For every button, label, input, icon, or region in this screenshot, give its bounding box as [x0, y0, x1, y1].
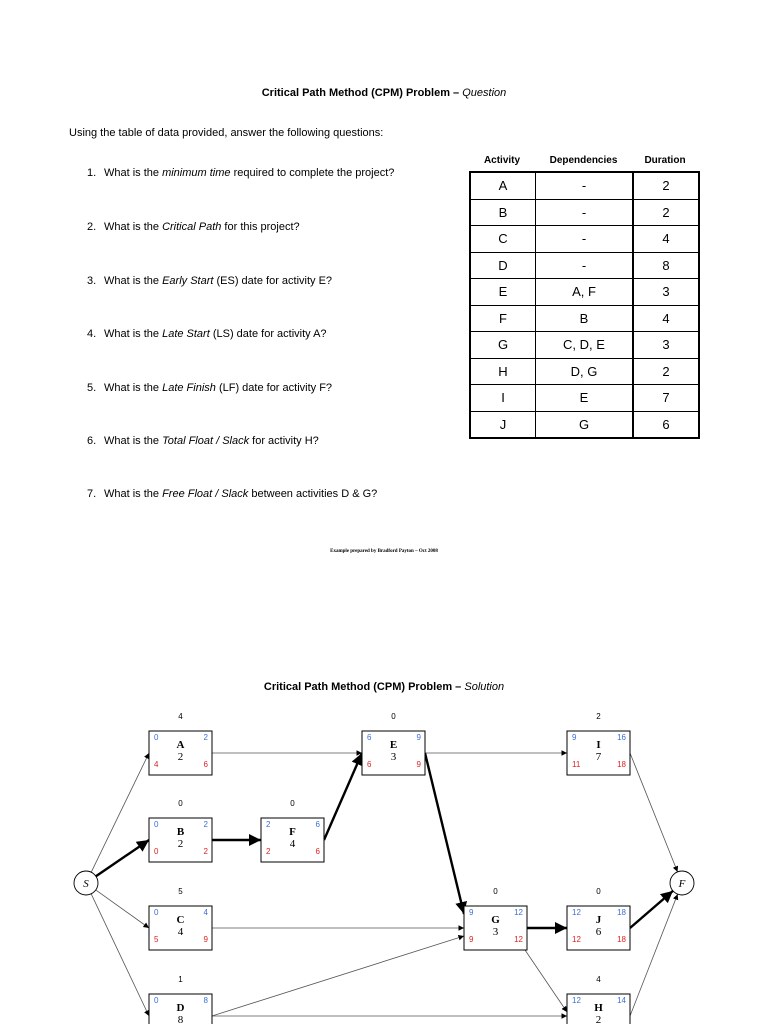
late-finish: 2 [203, 847, 208, 856]
table-row [470, 279, 699, 306]
edge-s-a [91, 753, 149, 872]
activity-id: B [176, 826, 185, 838]
question-text: (LF) date for activity F? [215, 382, 333, 394]
float-label: 0 [391, 712, 396, 721]
activity-duration: 4 [177, 926, 184, 938]
dependencies-cell: - [536, 199, 634, 226]
float-label: 0 [493, 887, 498, 896]
early-finish: 18 [617, 908, 626, 917]
activity-id: J [595, 914, 602, 926]
activity-node-a [149, 712, 212, 775]
solution-title-dash: – [452, 681, 465, 693]
question-item [87, 221, 300, 233]
late-start: 4 [154, 760, 159, 769]
activity-cell: J [470, 411, 536, 438]
table-header-activity: Activity [483, 155, 521, 166]
activity-id: E [389, 739, 398, 751]
question-item [87, 488, 377, 500]
edge-e-g [425, 753, 464, 914]
activity-duration: 2 [177, 838, 184, 850]
edge-d-g [212, 936, 464, 1016]
early-finish: 2 [203, 733, 208, 742]
activity-id: D [176, 1002, 185, 1014]
late-start: 12 [572, 935, 581, 944]
solution-title [0, 681, 768, 693]
early-start: 2 [266, 820, 271, 829]
activity-node-j [567, 887, 630, 950]
table-row [470, 332, 699, 359]
table-header-dependencies: Dependencies [549, 155, 618, 166]
edge-i-f [630, 753, 678, 872]
activity-cell: G [470, 332, 536, 359]
activity-duration: 3 [492, 926, 499, 938]
early-start: 12 [572, 908, 581, 917]
activity-cell: H [470, 358, 536, 385]
activity-cell: B [470, 199, 536, 226]
question-text: What is the [104, 167, 163, 179]
question-number: 2. [87, 221, 97, 233]
early-finish: 14 [617, 996, 626, 1005]
finish-node-label: F [678, 878, 686, 890]
duration-cell: 7 [633, 385, 699, 412]
late-finish: 9 [416, 760, 421, 769]
start-node-label: S [83, 878, 89, 890]
activity-id: G [491, 914, 500, 926]
table-row [470, 252, 699, 279]
question-number: 4. [87, 328, 97, 340]
question-item [87, 382, 332, 394]
early-start: 0 [154, 908, 159, 917]
early-start: 12 [572, 996, 581, 1005]
activity-duration: 3 [390, 751, 397, 763]
question-text: What is the [104, 221, 163, 233]
question-text: What is the [104, 435, 163, 447]
table-row [470, 226, 699, 253]
activity-id: F [289, 826, 296, 838]
question-text: required to complete the project? [230, 167, 395, 179]
question-number: 5. [87, 382, 97, 394]
duration-cell: 6 [633, 411, 699, 438]
activity-node-i [567, 712, 630, 775]
activity-cell: A [470, 172, 536, 199]
activity-id: H [594, 1002, 603, 1014]
edge-g-h [525, 950, 567, 1012]
activity-node-d [149, 975, 212, 1024]
early-finish: 12 [514, 908, 523, 917]
activity-cell: I [470, 385, 536, 412]
question-text: for activity H? [249, 435, 319, 447]
activity-cell: E [470, 279, 536, 306]
activity-table [469, 171, 700, 439]
duration-cell: 4 [633, 226, 699, 253]
activity-cell: D [470, 252, 536, 279]
dependencies-cell: D, G [536, 358, 634, 385]
dependencies-cell: C, D, E [536, 332, 634, 359]
late-finish: 18 [617, 760, 626, 769]
duration-cell: 3 [633, 332, 699, 359]
edge-s-c [96, 890, 149, 928]
dependencies-cell: - [536, 172, 634, 199]
early-finish: 9 [416, 733, 421, 742]
question-emphasis: Late Start [162, 328, 210, 340]
question-item [87, 328, 327, 340]
late-start: 9 [469, 935, 474, 944]
early-start: 6 [367, 733, 372, 742]
duration-cell: 2 [633, 358, 699, 385]
question-number: 1. [87, 167, 97, 179]
question-text: between activities D & G? [248, 488, 378, 500]
early-finish: 8 [203, 996, 208, 1005]
early-start: 9 [469, 908, 474, 917]
dependencies-cell: B [536, 305, 634, 332]
question-item [87, 435, 319, 447]
question-number: 7. [87, 488, 97, 500]
question-text: What is the [104, 488, 163, 500]
duration-cell: 4 [633, 305, 699, 332]
question-title-main: Critical Path Method (CPM) Problem [261, 87, 450, 99]
late-start: 0 [154, 847, 159, 856]
early-start: 0 [154, 733, 159, 742]
question-text: What is the [104, 328, 163, 340]
dependencies-cell: G [536, 411, 634, 438]
float-label: 4 [178, 712, 183, 721]
question-title [0, 87, 768, 99]
activity-id: C [176, 914, 185, 926]
question-emphasis: Critical Path [162, 221, 222, 233]
table-row [470, 305, 699, 332]
late-start: 2 [266, 847, 271, 856]
question-title-sub: Question [462, 87, 507, 99]
dependencies-cell: E [536, 385, 634, 412]
solution-title-sub: Solution [464, 681, 505, 693]
late-start: 6 [367, 760, 372, 769]
finish-node [670, 871, 694, 895]
activity-duration: 2 [177, 751, 184, 763]
duration-cell: 3 [633, 279, 699, 306]
early-finish: 16 [617, 733, 626, 742]
float-label: 5 [178, 887, 183, 896]
table-row [470, 199, 699, 226]
activity-node-h [567, 975, 630, 1024]
float-label: 4 [596, 975, 601, 984]
late-finish: 6 [203, 760, 208, 769]
early-start: 9 [572, 733, 577, 742]
credit-text: Example prepared by Bradford Payton – Oct 2008 [330, 549, 438, 554]
activity-id: A [176, 739, 185, 751]
late-start: 11 [572, 760, 581, 769]
dependencies-cell: A, F [536, 279, 634, 306]
cpm-network-diagram [0, 700, 768, 1024]
table-row [470, 172, 699, 199]
activity-duration: 4 [289, 838, 296, 850]
activity-duration: 8 [177, 1014, 184, 1024]
duration-cell: 2 [633, 199, 699, 226]
question-item [87, 275, 332, 287]
dependencies-cell: - [536, 226, 634, 253]
edge-h-f [630, 894, 678, 1016]
duration-cell: 8 [633, 252, 699, 279]
activity-node-g [464, 887, 527, 950]
duration-cell: 2 [633, 172, 699, 199]
activity-node-f [261, 799, 324, 862]
question-emphasis: Late Finish [162, 382, 216, 394]
activity-duration: 2 [595, 1014, 602, 1024]
question-number: 3. [87, 275, 97, 287]
table-row [470, 411, 699, 438]
question-text: (LS) date for activity A? [209, 328, 327, 340]
activity-id: I [596, 739, 601, 751]
activity-cell: F [470, 305, 536, 332]
float-label: 0 [290, 799, 295, 808]
late-finish: 6 [315, 847, 320, 856]
early-finish: 4 [203, 908, 208, 917]
early-finish: 2 [203, 820, 208, 829]
question-item [87, 167, 394, 179]
activity-duration: 6 [595, 926, 602, 938]
early-finish: 6 [315, 820, 320, 829]
activity-node-c [149, 887, 212, 950]
late-finish: 12 [514, 935, 523, 944]
early-start: 0 [154, 820, 159, 829]
edge-f-e [324, 753, 362, 840]
activity-duration: 7 [595, 751, 602, 763]
float-label: 2 [596, 712, 601, 721]
question-emphasis: Free Float / Slack [162, 488, 249, 500]
activity-node-e [362, 712, 425, 775]
edge-s-d [91, 894, 149, 1016]
float-label: 0 [178, 799, 183, 808]
question-emphasis: minimum time [162, 167, 231, 179]
activity-cell: C [470, 226, 536, 253]
question-text: for this project? [221, 221, 300, 233]
question-title-dash: – [449, 87, 463, 99]
late-start: 5 [154, 935, 159, 944]
table-row [470, 358, 699, 385]
activity-node-b [149, 799, 212, 862]
late-finish: 18 [617, 935, 626, 944]
solution-title-main: Critical Path Method (CPM) Problem [263, 681, 453, 693]
table-row [470, 385, 699, 412]
float-label: 0 [596, 887, 601, 896]
float-label: 1 [178, 975, 183, 984]
question-text: What is the [104, 382, 163, 394]
intro-text: Using the table of data provided, answer the following questions: [69, 127, 384, 139]
dependencies-cell: - [536, 252, 634, 279]
question-number: 6. [87, 435, 97, 447]
question-text: (ES) date for activity E? [213, 275, 333, 287]
question-text: What is the [104, 275, 163, 287]
early-start: 0 [154, 996, 159, 1005]
table-header-duration: Duration [644, 155, 686, 166]
question-emphasis: Total Float / Slack [162, 435, 250, 447]
late-finish: 9 [203, 935, 208, 944]
question-emphasis: Early Start [162, 275, 214, 287]
start-node [74, 871, 98, 895]
